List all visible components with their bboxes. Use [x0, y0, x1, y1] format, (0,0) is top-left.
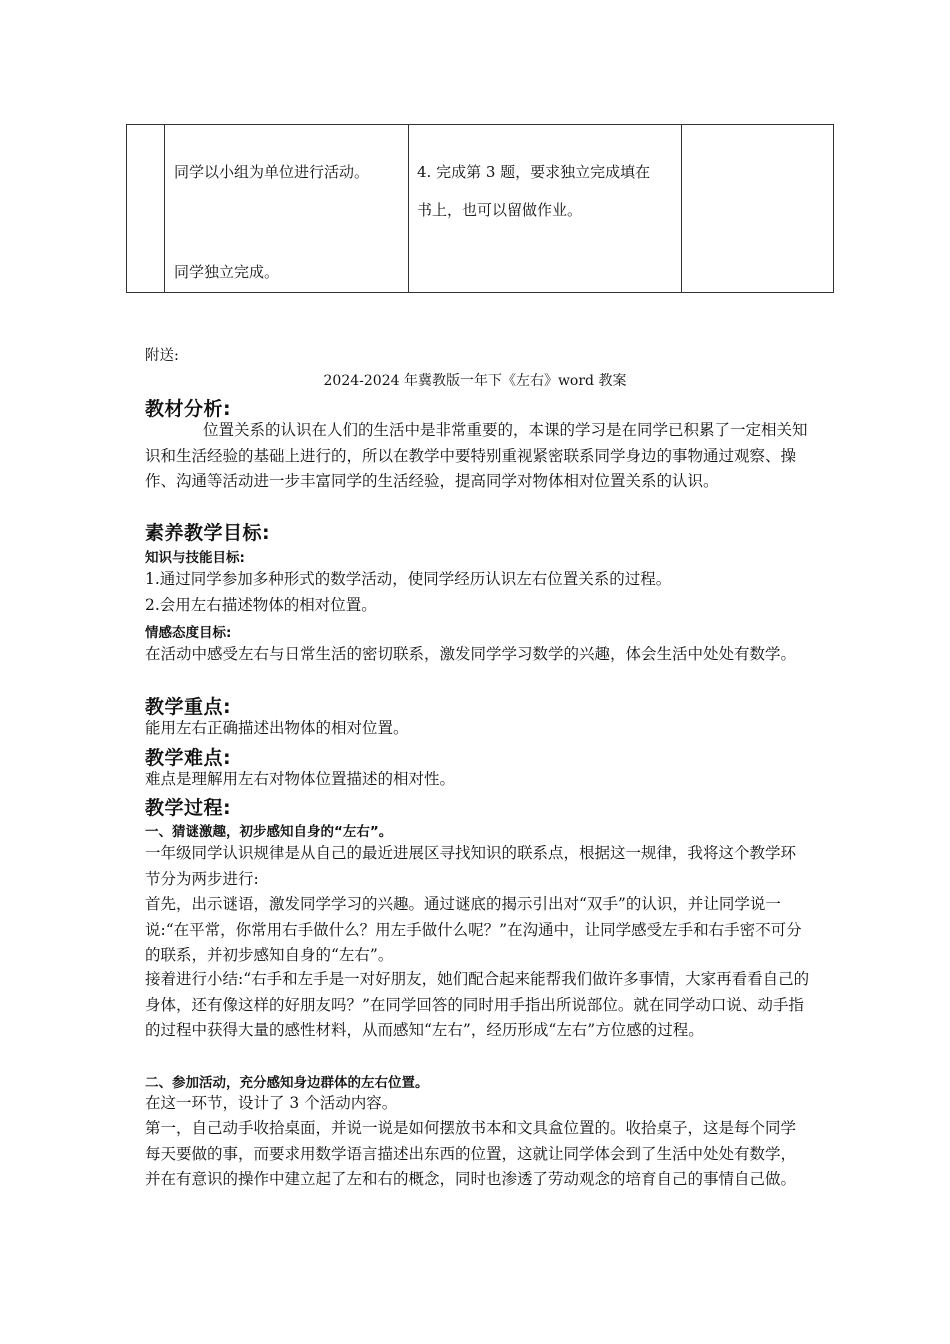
paragraph: 接着进行小结:“右手和左手是一对好朋友，她们配合起来能帮我们做许多事情，大家再看看自己的身体，还有像这样的好朋友吗？”在同学回答的同时用手指出所说部位。就在同学动口说、动手指的过程中获得大量的感性材料，从而感知“左右”，经历形成“左右”方位感的过程。	[145, 970, 810, 1039]
sub-heading: 情感态度目标:	[145, 625, 232, 641]
analysis-paragraph: 位置关系的认识在人们的生活中是非常重要的，本课的学习是在同学已积累了一定相关知识和生活经验的基础上进行的，所以在教学中要特别重视紧密联系同学身边的事物通过观察、操作、沟通等活动进一步丰富同学的生活经验，提高同学对物体相对位置关系的认识。	[145, 421, 808, 490]
paragraph: 能用左右正确描述出物体的相对位置。	[145, 719, 409, 737]
section-heading: 教学过程:	[145, 797, 232, 819]
table-divider	[408, 125, 409, 292]
table-divider	[681, 125, 682, 292]
teacher-activity-text: 书上，也可以留做作业。	[417, 201, 583, 219]
section-heading: 教材分析:	[145, 398, 232, 420]
section-heading: 教学难点:	[145, 747, 232, 769]
paragraph: 第一，自己动手收拾桌面，并说一说是如何摆放书本和文具盒位置的。收拾桌子，这是每个同学每天要做的事，而要求用数学语言描述出东西的位置，这就让同学体会到了生活中处处有数学，并在有意识的操作中建立起了左和右的概念，同时也渗透了劳动观念的培育自己的事情自己做。	[145, 1119, 797, 1188]
sub-heading: 二、参加活动，充分感知身边群体的左右位置。	[145, 1075, 429, 1091]
paragraph: 2.会用左右描述物体的相对位置。	[145, 596, 377, 614]
paragraph: 在活动中感受左右与日常生活的密切联系，激发同学学习数学的兴趣，体会生活中处处有数学。	[145, 645, 797, 663]
section-heading: 素养教学目标:	[145, 522, 271, 544]
sub-heading: 知识与技能目标:	[145, 550, 245, 566]
appendix-label: 附送:	[145, 348, 179, 364]
paragraph: 1.通过同学参加多种形式的数学活动，使同学经历认识左右位置关系的过程。	[145, 570, 672, 588]
section-heading: 教学重点:	[145, 696, 232, 718]
student-activity-text: 同学独立完成。	[174, 263, 280, 281]
sub-heading: 一、猜谜激趣，初步感知自身的“左右”。	[145, 824, 393, 840]
table-divider	[164, 125, 165, 292]
paragraph: 一年级同学认识规律是从自己的最近进展区寻找知识的联系点，根据这一规律，我将这个教学环节分为两步进行:	[145, 844, 797, 888]
paragraph: 难点是理解用左右对物体位置描述的相对性。	[145, 770, 456, 788]
document-title: 2024-2024 年冀教版一年下《左右》word 教案	[323, 373, 627, 389]
paragraph: 在这一环节，设计了 3 个活动内容。	[145, 1094, 398, 1112]
student-activity-text: 同学以小组为单位进行活动。	[174, 163, 370, 181]
paragraph: 首先，出示谜语，激发同学学习的兴趣。通过谜底的揭示引出对“双手”的认识，并让同学说一说:“在平常，你常用右手做什么？用左手做什么呢？”在沟通中，让同学感受左手和右手密不可分的联系，并初步感知自身的“左右”。	[145, 895, 802, 964]
activity-table	[126, 124, 834, 293]
teacher-activity-text: 4. 完成第 3 题，要求独立完成填在	[417, 163, 651, 181]
